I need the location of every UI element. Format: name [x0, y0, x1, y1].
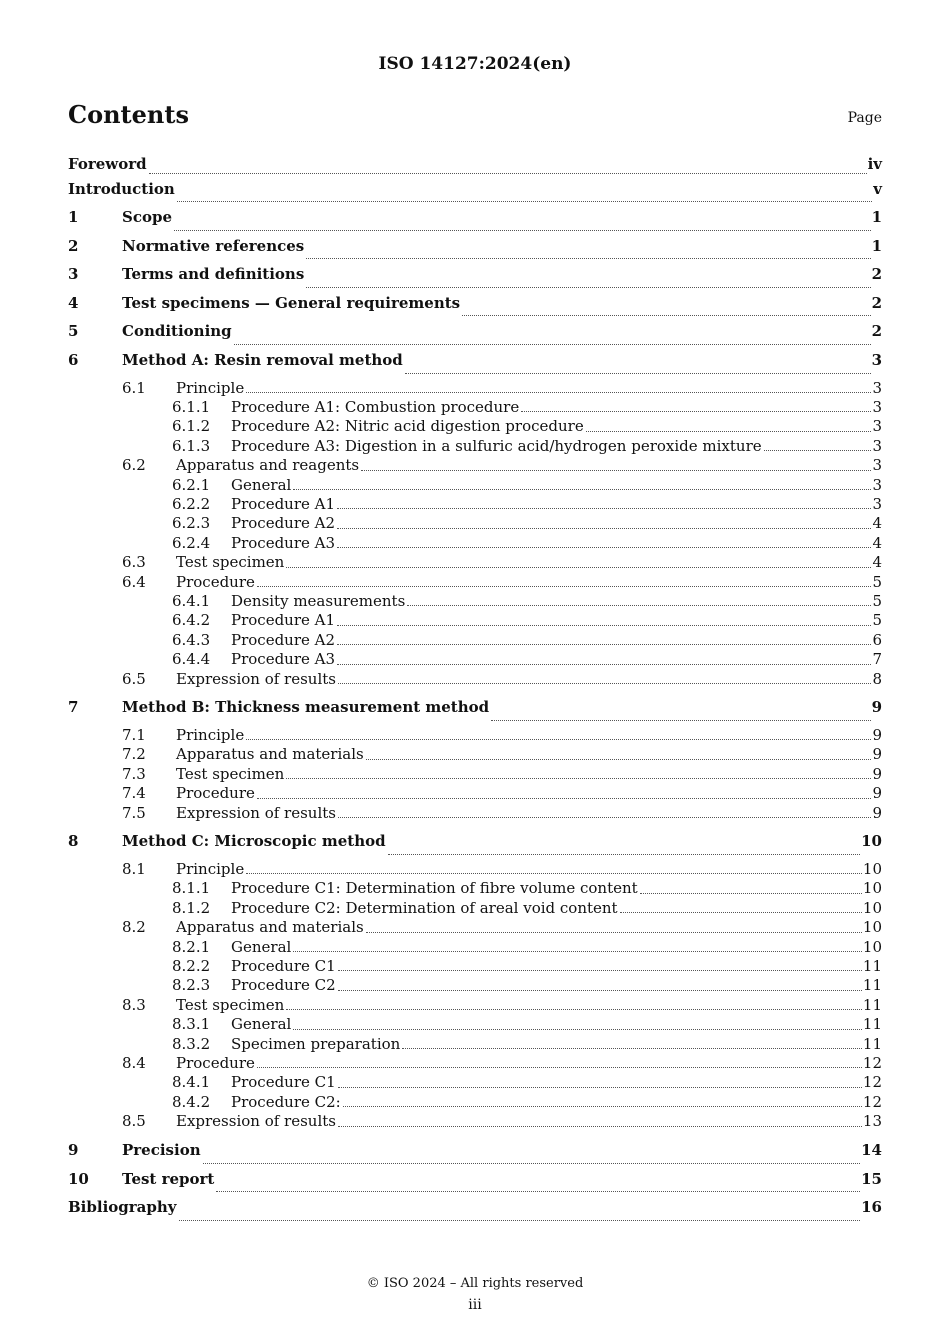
- toc-dot-leader: [234, 343, 871, 345]
- toc-entry-title: Procedure C1: Determination of fibre volume content: [231, 879, 638, 898]
- toc-dot-leader: [179, 1219, 861, 1221]
- toc-entry-number: 6.5: [122, 669, 146, 688]
- toc-entry-number: 7: [68, 698, 79, 717]
- toc-entry[interactable]: [68, 918, 882, 937]
- toc-entry-page: 9: [872, 745, 882, 764]
- toc-entry-title: Apparatus and materials: [176, 745, 364, 764]
- toc-entry-page: 3: [872, 417, 882, 436]
- toc-dot-leader: [293, 1028, 862, 1030]
- toc-entry-number: 6.1: [122, 378, 146, 397]
- toc-entry-title: Test specimen: [176, 553, 285, 572]
- toc-dot-leader: [764, 449, 872, 451]
- toc-entry-page: 5: [872, 572, 882, 591]
- toc-entry[interactable]: [68, 938, 882, 957]
- toc-entry-page: 9: [872, 803, 882, 822]
- toc-entry[interactable]: [68, 804, 882, 823]
- toc-entry[interactable]: [68, 726, 882, 745]
- toc-entry-page: 11: [862, 1034, 882, 1053]
- toc-entry[interactable]: [68, 207, 882, 236]
- toc-entry-number: 8.5: [122, 1112, 146, 1131]
- toc-entry[interactable]: [68, 592, 882, 611]
- toc-entry-title: General: [231, 475, 292, 494]
- toc-entry-title: Test specimens — General requirements: [122, 293, 461, 312]
- toc-entry-title: Expression of results: [176, 669, 336, 688]
- toc-entry[interactable]: [68, 1197, 882, 1226]
- toc-entry-number: 5: [68, 322, 79, 341]
- toc-dot-leader: [521, 410, 871, 412]
- toc-entry-page: 12: [862, 1073, 882, 1092]
- toc-entry-page: 1: [871, 236, 882, 255]
- toc-dot-leader: [343, 1105, 862, 1107]
- toc-entry[interactable]: [68, 765, 882, 784]
- toc-dot-leader: [216, 1190, 860, 1192]
- toc-entry-title: Conditioning: [122, 322, 232, 341]
- toc-entry-page: v: [873, 179, 882, 198]
- toc-entry-title: Test report: [122, 1169, 215, 1188]
- toc-entry-title: Procedure A2: [231, 514, 336, 533]
- toc-entry[interactable]: [68, 831, 882, 860]
- toc-dot-leader: [306, 257, 870, 259]
- toc-entry[interactable]: [68, 1140, 882, 1169]
- toc-entry-title: Principle: [176, 726, 245, 744]
- toc-entry[interactable]: [68, 293, 882, 322]
- toc-entry-page: 10: [862, 879, 882, 898]
- toc-entry-title: General: [231, 937, 292, 956]
- toc-entry-number: 8.2.3: [172, 976, 211, 995]
- toc-entry-page: 4: [872, 533, 882, 552]
- toc-entry-number: 7.3: [122, 764, 146, 783]
- toc-entry-page: 12: [862, 1092, 882, 1111]
- toc-entry-page: 10: [861, 832, 882, 851]
- toc-entry-number: 8.4.1: [172, 1073, 211, 1092]
- toc-entry-number: 6.4.1: [172, 591, 211, 610]
- toc-entry-page: 3: [871, 351, 882, 370]
- toc-dot-leader: [337, 663, 871, 665]
- toc-entry[interactable]: [68, 1054, 882, 1073]
- toc-entry-page: 11: [862, 976, 882, 995]
- toc-entry-page: 9: [872, 726, 882, 744]
- table-of-contents: [68, 154, 882, 1226]
- toc-entry-page: 11: [862, 995, 882, 1014]
- toc-entry[interactable]: [68, 670, 882, 689]
- toc-entry-number: 6.2.4: [172, 533, 211, 552]
- toc-entry-title: Procedure A3: [231, 533, 336, 552]
- toc-dot-leader: [177, 200, 872, 202]
- toc-entry-title: Test specimen: [176, 764, 285, 783]
- toc-entry[interactable]: [68, 860, 882, 879]
- copyright-notice: © ISO 2024 – All rights reserved: [366, 1276, 584, 1291]
- toc-entry-title: Procedure A3: [231, 650, 336, 669]
- toc-entry-page: 9: [872, 764, 882, 783]
- toc-entry-title: Procedure: [176, 784, 255, 803]
- toc-entry[interactable]: [68, 553, 882, 572]
- toc-dot-leader: [246, 738, 871, 740]
- toc-entry-page: 9: [871, 698, 882, 717]
- toc-entry-title: Method C: Microscopic method: [122, 832, 386, 851]
- toc-entry-page: 12: [862, 1053, 882, 1072]
- toc-entry-title: Normative references: [122, 236, 305, 255]
- toc-entry-number: 8.2.2: [172, 957, 211, 975]
- toc-entry-number: 7.1: [122, 726, 146, 744]
- toc-entry[interactable]: [68, 631, 882, 650]
- toc-dot-leader: [257, 797, 872, 799]
- toc-dot-leader: [338, 682, 871, 684]
- toc-entry-title: Introduction: [68, 179, 175, 198]
- toc-entry-title: Procedure C1: [231, 957, 336, 975]
- toc-entry-number: 7.4: [122, 784, 146, 803]
- toc-entry[interactable]: [68, 1112, 882, 1131]
- toc-entry-title: Foreword: [68, 155, 147, 173]
- toc-entry-page: 3: [872, 436, 882, 455]
- page-column-label: Page: [847, 110, 882, 126]
- toc-entry-page: 2: [871, 265, 882, 284]
- toc-entry[interactable]: [68, 1015, 882, 1034]
- toc-entry-number: 2: [68, 236, 79, 255]
- toc-entry-number: 6.2.2: [172, 495, 211, 513]
- toc-entry[interactable]: [68, 879, 882, 898]
- toc-entry-page: 10: [862, 918, 882, 937]
- contents-title: Contents: [68, 100, 189, 129]
- toc-entry-number: 10: [68, 1169, 89, 1188]
- toc-entry[interactable]: [68, 957, 882, 976]
- toc-dot-leader: [293, 488, 871, 490]
- toc-entry-number: 6.4.2: [172, 611, 211, 630]
- toc-entry[interactable]: [68, 514, 882, 533]
- document-id: ISO 14127:2024(en): [378, 54, 572, 74]
- toc-entry[interactable]: [68, 697, 882, 726]
- toc-entry-number: 6.2.1: [172, 475, 211, 494]
- toc-entry-title: Procedure C1: [231, 1073, 336, 1092]
- toc-entry-title: Density measurements: [231, 591, 406, 610]
- toc-entry-number: 7.5: [122, 803, 146, 822]
- toc-dot-leader: [246, 872, 862, 874]
- toc-entry-page: 3: [872, 378, 882, 397]
- toc-entry-page: 2: [871, 293, 882, 312]
- toc-entry-page: 3: [872, 456, 882, 475]
- toc-entry-number: 4: [68, 293, 79, 312]
- toc-entry-number: 6: [68, 351, 79, 370]
- toc-entry-title: Procedure A1: [231, 611, 336, 630]
- toc-entry-title: Principle: [176, 378, 245, 397]
- toc-entry[interactable]: [68, 534, 882, 553]
- toc-dot-leader: [286, 1008, 862, 1010]
- toc-entry-title: Method A: Resin removal method: [122, 351, 403, 370]
- toc-entry-title: Procedure A1: [231, 495, 336, 513]
- toc-dot-leader: [462, 314, 870, 316]
- toc-entry-title: Expression of results: [176, 1112, 336, 1131]
- toc-entry-title: Apparatus and materials: [176, 918, 364, 937]
- toc-dot-leader: [338, 969, 862, 971]
- toc-dot-leader: [491, 719, 870, 721]
- toc-entry[interactable]: [68, 976, 882, 995]
- toc-entry-title: Procedure C2:: [231, 1092, 341, 1111]
- toc-entry-page: 8: [872, 669, 882, 688]
- toc-entry-number: 8.1: [122, 860, 146, 879]
- toc-dot-leader: [366, 931, 862, 933]
- toc-entry[interactable]: [68, 573, 882, 592]
- toc-entry[interactable]: [68, 784, 882, 803]
- toc-dot-leader: [338, 989, 862, 991]
- toc-entry-page: 14: [861, 1141, 882, 1160]
- toc-dot-leader: [293, 950, 862, 952]
- toc-dot-leader: [402, 1047, 862, 1049]
- toc-entry-title: Procedure A2: Nitric acid digestion procedure: [231, 417, 584, 436]
- toc-entry-page: 11: [862, 1015, 882, 1034]
- toc-entry-number: 6.1.2: [172, 417, 211, 436]
- toc-entry[interactable]: [68, 996, 882, 1015]
- toc-dot-leader: [338, 1125, 862, 1127]
- toc-dot-leader: [337, 643, 871, 645]
- toc-entry-page: 4: [872, 514, 882, 533]
- toc-entry[interactable]: [68, 321, 882, 350]
- toc-entry[interactable]: [68, 398, 882, 417]
- toc-entry-page: 5: [872, 611, 882, 630]
- toc-entry[interactable]: [68, 350, 882, 379]
- toc-entry[interactable]: [68, 236, 882, 265]
- toc-entry-title: Procedure C2: [231, 976, 336, 995]
- toc-entry-title: Procedure: [176, 572, 255, 591]
- toc-entry-number: 8.3.2: [172, 1034, 211, 1053]
- toc-entry-title: Apparatus and reagents: [176, 456, 360, 475]
- toc-dot-leader: [366, 758, 872, 760]
- toc-dot-leader: [407, 604, 871, 606]
- toc-entry-title: Procedure A2: [231, 630, 336, 649]
- toc-dot-leader: [286, 566, 871, 568]
- toc-entry-number: 7.2: [122, 745, 146, 764]
- toc-entry-title: Procedure A1: Combustion procedure: [231, 398, 520, 417]
- toc-entry-number: 6.1.3: [172, 436, 211, 455]
- toc-dot-leader: [203, 1162, 861, 1164]
- toc-entry-page: 4: [872, 553, 882, 572]
- toc-entry-number: 8.3.1: [172, 1015, 211, 1034]
- toc-entry[interactable]: [68, 476, 882, 495]
- toc-entry-number: 6.4.4: [172, 650, 211, 669]
- toc-entry[interactable]: [68, 179, 882, 208]
- toc-dot-leader: [337, 624, 871, 626]
- toc-entry-number: 1: [68, 208, 79, 227]
- toc-dot-leader: [174, 229, 871, 231]
- toc-entry-page: 9: [872, 784, 882, 803]
- toc-entry-page: 1: [871, 208, 882, 227]
- toc-entry-title: Specimen preparation: [231, 1034, 401, 1053]
- toc-entry[interactable]: [68, 1169, 882, 1198]
- toc-entry-number: 3: [68, 265, 79, 284]
- toc-dot-leader: [405, 372, 871, 374]
- toc-entry-title: Precision: [122, 1141, 201, 1160]
- toc-entry-title: Terms and definitions: [122, 265, 305, 284]
- toc-entry-title: Test specimen: [176, 995, 285, 1014]
- toc-entry-number: 8.4: [122, 1053, 146, 1072]
- toc-entry-number: 9: [68, 1141, 79, 1160]
- toc-entry[interactable]: [68, 611, 882, 630]
- toc-dot-leader: [337, 546, 871, 548]
- toc-entry[interactable]: [68, 650, 882, 669]
- toc-entry-number: 8: [68, 832, 79, 851]
- toc-dot-leader: [338, 816, 871, 818]
- toc-entry-number: 8.2: [122, 918, 146, 937]
- toc-entry-title: Principle: [176, 860, 245, 879]
- toc-entry-number: 6.1.1: [172, 398, 211, 417]
- toc-entry-number: 6.3: [122, 553, 146, 572]
- toc-entry-page: 10: [862, 898, 882, 917]
- toc-entry-page: 3: [872, 475, 882, 494]
- toc-entry-title: Scope: [122, 208, 173, 227]
- toc-entry-page: 5: [872, 591, 882, 610]
- toc-entry-page: 2: [871, 322, 882, 341]
- toc-entry-page: 13: [862, 1112, 882, 1131]
- toc-entry[interactable]: [68, 899, 882, 918]
- toc-entry[interactable]: [68, 379, 882, 398]
- toc-entry-page: 10: [862, 937, 882, 956]
- toc-entry[interactable]: [68, 1073, 882, 1092]
- toc-dot-leader: [246, 391, 871, 393]
- toc-entry-number: 6.2.3: [172, 514, 211, 533]
- toc-dot-leader: [257, 585, 872, 587]
- toc-entry-page: 6: [872, 630, 882, 649]
- toc-entry[interactable]: [68, 745, 882, 764]
- toc-dot-leader: [337, 527, 871, 529]
- toc-entry-page: 11: [862, 957, 882, 975]
- toc-entry[interactable]: [68, 154, 882, 179]
- toc-entry-number: 6.2: [122, 456, 146, 475]
- toc-entry-title: Procedure: [176, 1053, 255, 1072]
- toc-entry-page: 3: [872, 495, 882, 513]
- toc-entry-number: 8.1.2: [172, 898, 211, 917]
- toc-entry-number: 8.2.1: [172, 937, 211, 956]
- toc-entry[interactable]: [68, 1035, 882, 1054]
- toc-entry-title: Procedure A3: Digestion in a sulfuric acid/hydrogen peroxide mixture: [231, 436, 762, 455]
- toc-entry[interactable]: [68, 417, 882, 436]
- toc-entry[interactable]: [68, 264, 882, 293]
- toc-entry-page: 16: [861, 1198, 882, 1217]
- toc-entry[interactable]: [68, 495, 882, 514]
- toc-entry-page: 7: [872, 650, 882, 669]
- toc-dot-leader: [149, 172, 867, 174]
- toc-entry-page: 10: [862, 860, 882, 879]
- toc-dot-leader: [388, 853, 861, 855]
- toc-dot-leader: [257, 1066, 862, 1068]
- toc-entry-page: iv: [867, 155, 882, 173]
- toc-dot-leader: [306, 286, 870, 288]
- toc-dot-leader: [640, 892, 862, 894]
- page-number: iii: [468, 1297, 482, 1313]
- toc-entry-number: 8.3: [122, 995, 146, 1014]
- toc-entry-title: Bibliography: [68, 1198, 177, 1217]
- toc-entry[interactable]: [68, 456, 882, 475]
- toc-dot-leader: [620, 911, 862, 913]
- toc-entry-number: 6.4.3: [172, 630, 211, 649]
- toc-entry-title: Method B: Thickness measurement method: [122, 698, 490, 717]
- toc-entry-number: 8.4.2: [172, 1092, 211, 1111]
- toc-entry-number: 8.1.1: [172, 879, 211, 898]
- toc-dot-leader: [286, 777, 871, 779]
- toc-entry[interactable]: [68, 1093, 882, 1112]
- toc-entry-title: Expression of results: [176, 803, 336, 822]
- toc-dot-leader: [361, 469, 871, 471]
- toc-entry-title: General: [231, 1015, 292, 1034]
- toc-entry-title: Procedure C2: Determination of areal void content: [231, 898, 618, 917]
- toc-entry-page: 3: [872, 398, 882, 417]
- toc-entry-number: 6.4: [122, 572, 146, 591]
- toc-entry-page: 15: [861, 1169, 882, 1188]
- toc-dot-leader: [586, 430, 872, 432]
- toc-dot-leader: [337, 507, 871, 509]
- toc-entry[interactable]: [68, 437, 882, 456]
- toc-dot-leader: [338, 1086, 862, 1088]
